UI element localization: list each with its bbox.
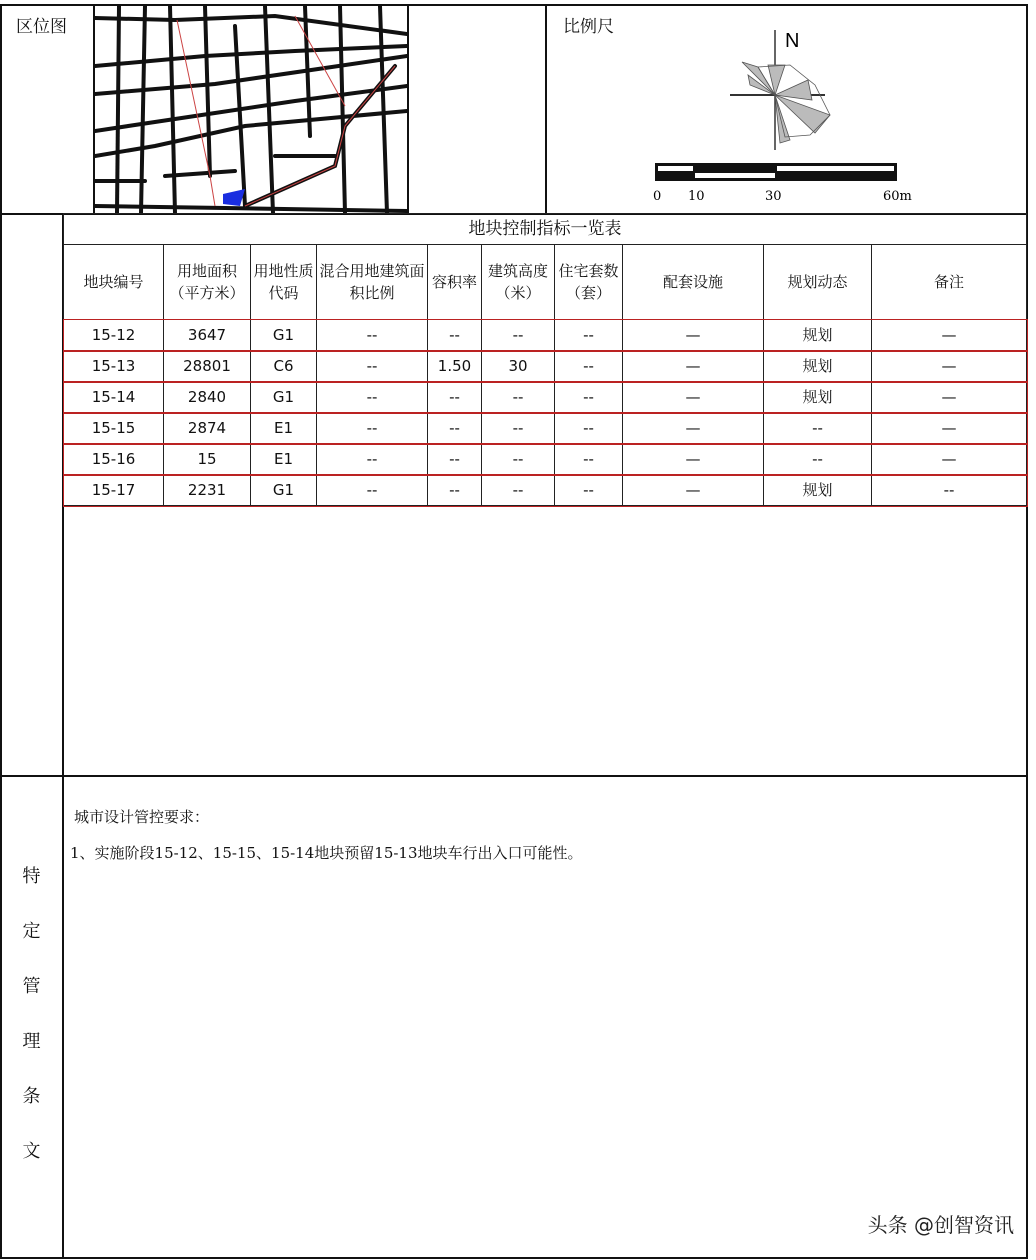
table-cell: 15-13: [64, 351, 164, 382]
table-cell: --: [555, 444, 623, 475]
column-header: 地块编号: [64, 245, 164, 320]
table-cell: —: [872, 444, 1027, 475]
table-row: [64, 475, 1027, 506]
divider: [545, 4, 547, 215]
table-row: [64, 444, 1027, 475]
table-row: [64, 413, 1027, 444]
table-row: [64, 351, 1027, 382]
table-cell: 1.50: [428, 351, 482, 382]
table-cell: —: [872, 382, 1027, 413]
table-cell: --: [482, 444, 555, 475]
table-cell: C6: [251, 351, 317, 382]
table-cell: --: [317, 444, 428, 475]
table-cell: --: [428, 382, 482, 413]
special-label-char: 条: [22, 1086, 41, 1107]
table-cell: 15-17: [64, 475, 164, 506]
road-map: [95, 6, 407, 213]
table-cell: —: [872, 351, 1027, 382]
special-label-char: 文: [22, 1141, 41, 1162]
column-header: 住宅套数（套）: [555, 245, 623, 320]
table-row: [64, 320, 1027, 351]
table-cell: --: [317, 413, 428, 444]
table-cell: —: [623, 351, 764, 382]
scale-tick: 60m: [883, 189, 912, 204]
scale-label: 比例尺: [563, 17, 614, 37]
table-cell: --: [428, 320, 482, 351]
table-cell: 30: [482, 351, 555, 382]
table-cell: G1: [251, 382, 317, 413]
special-label-char: 理: [22, 1031, 41, 1052]
column-header: 容积率: [428, 245, 482, 320]
column-header: 用地性质代码: [251, 245, 317, 320]
table-cell: 规划: [764, 475, 872, 506]
table-cell: --: [317, 475, 428, 506]
table-cell: 规划: [764, 351, 872, 382]
column-header: 备注: [872, 245, 1027, 320]
table-cell: --: [555, 382, 623, 413]
note-item: 1、实施阶段15-12、15-15、15-14地块预留15-13地块车行出入口可能性。: [70, 844, 583, 862]
table-cell: G1: [251, 475, 317, 506]
table-cell: 规划: [764, 320, 872, 351]
table-cell: --: [555, 351, 623, 382]
special-label-char: 定: [22, 921, 41, 942]
table-cell: —: [872, 413, 1027, 444]
table-cell: --: [482, 413, 555, 444]
table-cell: --: [764, 444, 872, 475]
table-cell: --: [872, 475, 1027, 506]
table-cell: --: [764, 413, 872, 444]
special-label: [0, 862, 63, 1192]
table-cell: 15: [164, 444, 251, 475]
table-cell: --: [428, 413, 482, 444]
table-cell: --: [555, 475, 623, 506]
table-cell: 2874: [164, 413, 251, 444]
table-cell: 28801: [164, 351, 251, 382]
note-heading: 城市设计管控要求：: [74, 808, 210, 826]
table-cell: 3647: [164, 320, 251, 351]
north-label: N: [785, 30, 800, 52]
table-title: 地块控制指标一览表: [64, 214, 1027, 245]
table-cell: --: [555, 320, 623, 351]
column-header: 用地面积（平方米）: [164, 245, 251, 320]
control-index-table: [63, 213, 1027, 506]
column-header: 建筑高度（米）: [482, 245, 555, 320]
table-cell: 15-14: [64, 382, 164, 413]
scale-tick: 10: [688, 189, 705, 204]
table-cell: --: [482, 320, 555, 351]
special-label-char: 特: [22, 866, 41, 887]
table-cell: --: [428, 444, 482, 475]
table-cell: 15-12: [64, 320, 164, 351]
wind-rose-icon: [742, 62, 830, 143]
table-cell: —: [872, 320, 1027, 351]
table-cell: G1: [251, 320, 317, 351]
special-label-char: 管: [22, 976, 41, 997]
plot-highlight: [223, 189, 245, 206]
table-cell: —: [623, 320, 764, 351]
table-cell: 15-16: [64, 444, 164, 475]
column-header: 规划动态: [764, 245, 872, 320]
table-cell: —: [623, 475, 764, 506]
table-cell: --: [555, 413, 623, 444]
compass-and-scalebar: [640, 25, 920, 205]
table-cell: E1: [251, 444, 317, 475]
scale-tick: 30: [765, 189, 782, 204]
table-cell: --: [428, 475, 482, 506]
table-cell: —: [623, 382, 764, 413]
location-map: [93, 4, 409, 215]
table-cell: 规划: [764, 382, 872, 413]
location-label: 区位图: [16, 17, 67, 37]
table-cell: --: [482, 382, 555, 413]
table-cell: E1: [251, 413, 317, 444]
watermark: 头条 @创智资讯: [867, 1213, 1014, 1237]
table-cell: --: [317, 351, 428, 382]
table-cell: 2231: [164, 475, 251, 506]
column-header: 混合用地建筑面积比例: [317, 245, 428, 320]
table-cell: —: [623, 444, 764, 475]
table-cell: --: [317, 382, 428, 413]
column-header: 配套设施: [623, 245, 764, 320]
table-cell: --: [317, 320, 428, 351]
table-cell: 15-15: [64, 413, 164, 444]
table-cell: 2840: [164, 382, 251, 413]
table-cell: --: [482, 475, 555, 506]
scale-tick: 0: [653, 189, 662, 204]
table-cell: —: [623, 413, 764, 444]
table-row: [64, 382, 1027, 413]
